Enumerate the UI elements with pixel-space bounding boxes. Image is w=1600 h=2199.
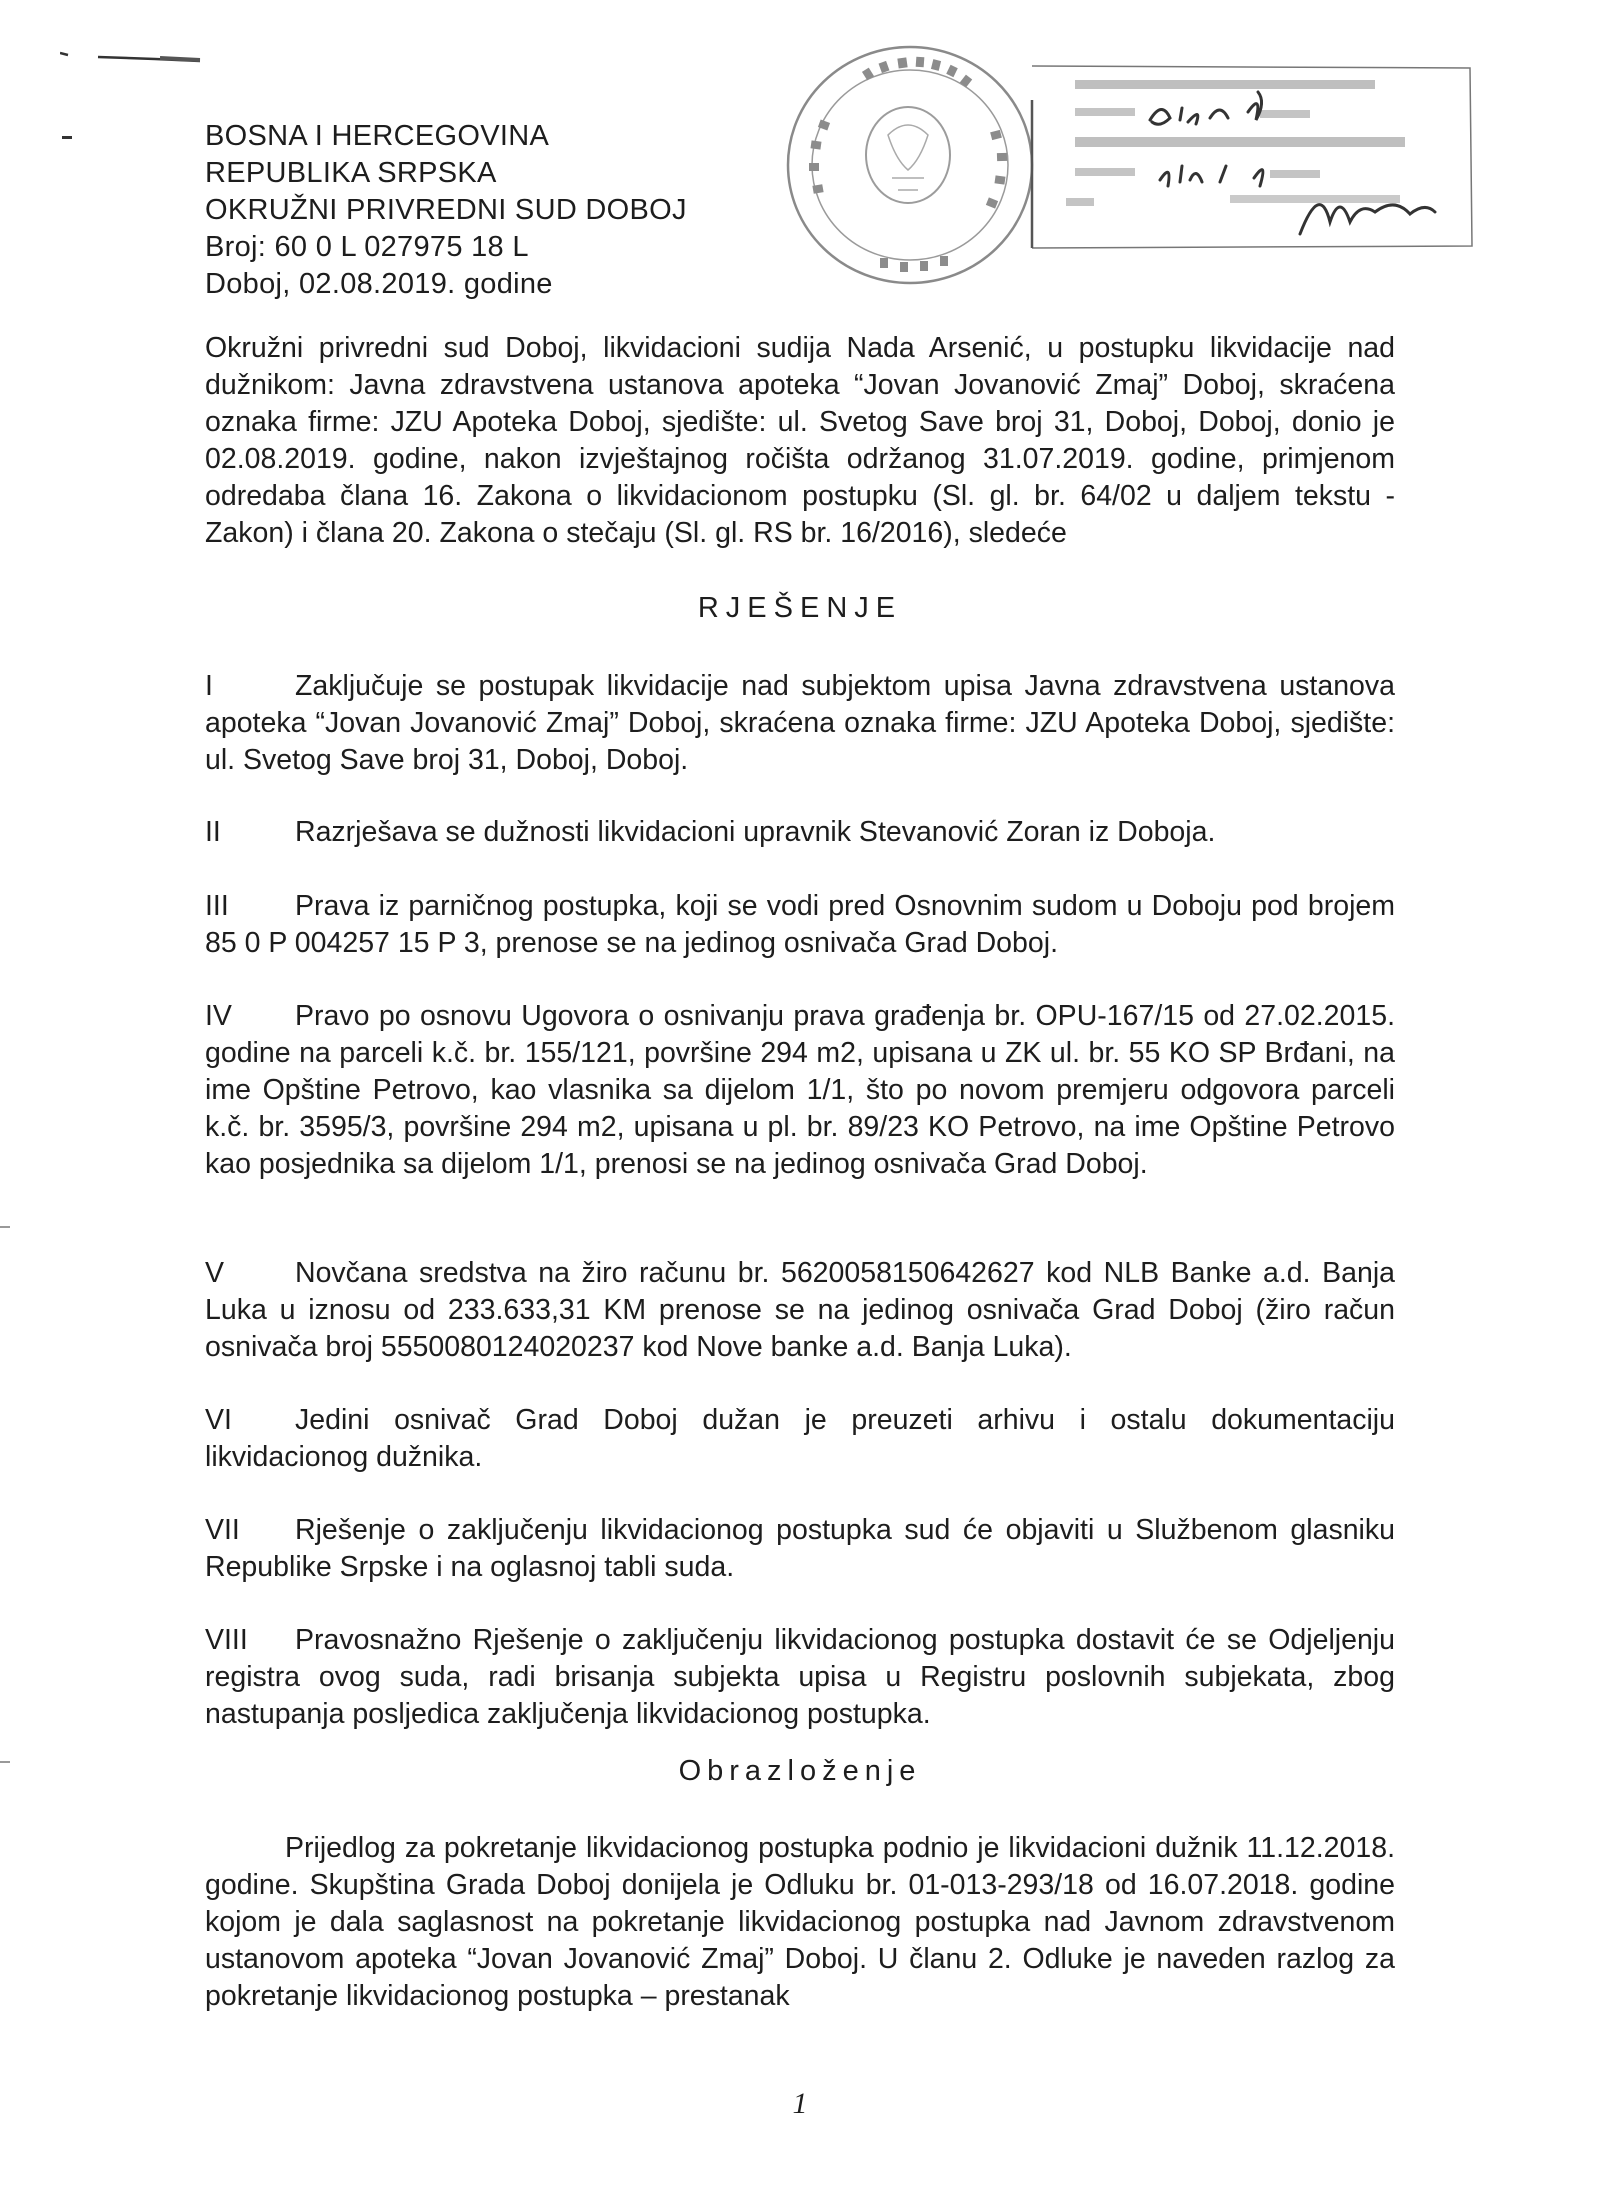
item-text: Prava iz parničnog postupka, koji se vodi pred Osnovnim sudom u Doboju pod brojem 85 0 P 004257 15 P 3, prenose se na jedinog osnivača Grad Doboj.: [205, 890, 1395, 959]
item-number: VII: [205, 1514, 240, 1546]
item-number: I: [205, 670, 213, 702]
finality-stamp: [1030, 62, 1475, 250]
item-number: III: [205, 890, 229, 922]
intro-paragraph: [205, 330, 1395, 552]
decision-item: [205, 1402, 1395, 1476]
intro-text: Okružni privredni sud Doboj, likvidacioni sudija Nada Arsenić, u postupku likvidacije nad dužnikom: Javna zdravstvena ustanova apoteka “Jovan Jovanović Zmaj” Doboj, skraćena oznaka firme: JZU Apoteka Doboj, sjedište: ul. Svetog Save broj 31, Doboj, Doboj, donio je 02.08.2019. godine, nakon izvještajnog ročišta održanog 31.07.2019. godine, primjenom odredaba člana 16. Zakona o likvidacionom postupku (Sl. gl. br. 64/02 u daljem tekstu - Zakon) i člana 20. Zakona o stečaju (Sl. gl. RS br. 16/2016), sledeće: [205, 332, 1395, 549]
header-country: BOSNA I HERCEGOVINA: [205, 120, 550, 152]
decision-item: [205, 998, 1395, 1183]
decision-item: [205, 814, 1395, 851]
decision-item: [205, 888, 1395, 962]
item-text: Novčana sredstva na žiro računu br. 5620058150642627 kod NLB Banke a.d. Banja Luka u iznosu od 233.633,31 KM prenose se na jedinog osnivača Grad Doboj (žiro račun osnivača broj 5550080124020237 kod Nove banke a.d. Banja Luka).: [205, 1257, 1395, 1363]
header-date: Doboj, 02.08.2019. godine: [205, 268, 553, 300]
decision-item: [205, 1622, 1395, 1733]
header-case-number: Broj: 60 0 L 027975 18 L: [205, 231, 529, 263]
reasoning-text: Prijedlog za pokretanje likvidacionog postupka podnio je likvidacioni dužnik 11.12.2018. godine. Skupština Grada Doboj donijela je Odluku br. 01-013-293/18 od 16.07.2018. godine kojom je dala saglasnost na pokretanje likvidacionog postupka nad Javnom zdravstvenom ustanovom apoteka “Jovan Jovanović Zmaj” Doboj. U članu 2. Odluke je naveden razlog za pokretanje likvidacionog postupka – prestanak: [205, 1832, 1395, 2012]
item-number: II: [205, 816, 221, 848]
scan-mark-left-2: [0, 1760, 14, 1766]
decision-title: RJEŠENJE: [697, 592, 903, 624]
scan-mark-top: [60, 45, 210, 75]
item-number: V: [205, 1257, 225, 1289]
item-text: Pravo po osnovu Ugovora o osnivanju prava građenja br. OPU-167/15 od 27.02.2015. godine na parceli k.č. br. 155/121, površine 294 m2, upisana u ZK ul. br. 55 KO SP Brđani, na ime Opštine Petrovo, kao vlasnika sa dijelom 1/1, što po novom premjeru odgovora parceli k.č. br. 3595/3, površine 294 m2, upisana u pl. br. 89/23 KO Petrovo, na ime Opštine Petrovo kao posjednika sa dijelom 1/1, prenosi se na jedinog osnivača Grad Doboj.: [205, 1000, 1395, 1180]
page-number: 1: [792, 2087, 808, 2120]
header-court: OKRUŽNI PRIVREDNI SUD DOBOJ: [205, 194, 687, 226]
item-number: IV: [205, 1000, 232, 1032]
decision-item: [205, 668, 1395, 779]
item-text: Jedini osnivač Grad Doboj dužan je preuzeti arhivu i ostalu dokumentaciju likvidacionog dužnika.: [205, 1404, 1395, 1473]
item-text: Razrješava se dužnosti likvidacioni upravnik Stevanović Zoran iz Doboja.: [295, 816, 1216, 848]
item-number: VIII: [205, 1624, 248, 1656]
court-header: [205, 118, 687, 303]
reasoning-paragraph: [205, 1830, 1395, 2015]
decision-item: [205, 1255, 1395, 1366]
scan-mark-dash: [62, 135, 76, 141]
item-number: VI: [205, 1404, 232, 1436]
reasoning-title: Obrazloženje: [678, 1755, 922, 1787]
header-entity: REPUBLIKA SRPSKA: [205, 157, 497, 189]
item-text: Pravosnažno Rješenje o zaključenju likvidacionog postupka dostavit će se Odjeljenju registra ovog suda, radi brisanja subjekta upisa u Registru poslovnih subjekata, zbog nastupanja posljedica zaključenja likvidacionog postupka.: [205, 1624, 1395, 1730]
court-seal: [780, 40, 1040, 290]
item-text: Zaključuje se postupak likvidacije nad subjektom upisa Javna zdravstvena ustanova apoteka “Jovan Jovanović Zmaj” Doboj, skraćena oznaka firme: JZU Apoteka Doboj, sjedište: ul. Svetog Save broj 31, Doboj, Doboj.: [205, 670, 1395, 776]
decision-item: [205, 1512, 1395, 1586]
scan-mark-left-1: [0, 1225, 14, 1231]
item-text: Rješenje o zaključenju likvidacionog postupka sud će objaviti u Službenom glasniku Republike Srpske i na oglasnoj tabli suda.: [205, 1514, 1395, 1583]
